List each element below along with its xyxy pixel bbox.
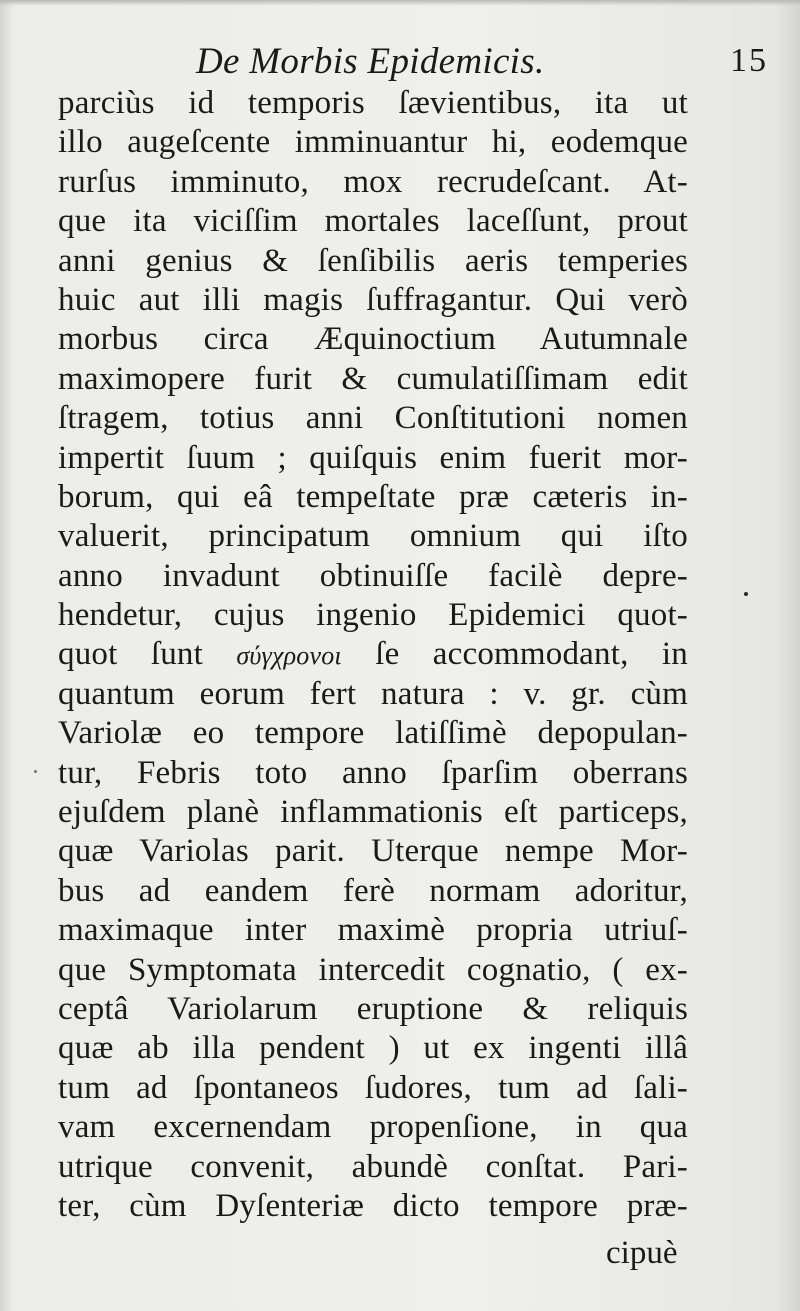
page-top-shadow: [0, 0, 800, 6]
text-line: borum, qui eâ tempeſtate præ cæteris in-: [58, 478, 688, 515]
text-line: que Symptomata intercedit cognatio, ( ex-: [58, 951, 688, 988]
text-line: parciùs id temporis ſævientibus, ita ut: [58, 85, 688, 121]
text-line: hendetur, cujus ingenio Epidemici quot-: [58, 597, 688, 634]
text-line: huic aut illi magis ſuffragantur. Qui verò: [58, 281, 688, 318]
text-line: ſtragem, totius anni Conſtitutioni nomen: [58, 400, 688, 437]
text-line: quantum eorum fert natura : v. gr. cùm: [58, 675, 688, 712]
ink-speck: [34, 770, 37, 773]
text-line: quæ ab illa pendent ) ut ex ingenti illâ: [58, 1030, 688, 1067]
running-title: De Morbis Epidemicis.: [196, 41, 545, 82]
text-line: quæ Variolas parit. Uterque nempe Mor-: [58, 833, 688, 870]
page-number: 15: [730, 42, 768, 79]
text-line: impertit ſuum ; quiſquis enim fuerit mor-: [58, 439, 688, 476]
text-line: maximopere furit & cumulatiſſimam edit: [58, 360, 688, 397]
text-line: valuerit, principatum omnium qui iſto: [58, 518, 688, 555]
text-line: vam excernendam propenſione, in qua: [58, 1109, 688, 1146]
text-line: maximaque inter maximè propria utriuſ-: [58, 912, 688, 949]
text-line: bus ad eandem ferè normam adoritur,: [58, 872, 688, 909]
text-line-with-greek: [58, 635, 688, 674]
ink-speck: [744, 592, 748, 596]
line-tail: ſe accommodant, in: [375, 636, 688, 673]
text-line: utrique convenit, abundè conſtat. Pari-: [58, 1148, 688, 1185]
text-line: ter, cùm Dyſenteriæ dicto tempore præ-: [58, 1187, 688, 1224]
text-line: rurſus imminuto, mox recrudeſcant. At-: [58, 163, 688, 200]
text-line: anni genius & ſenſibilis aeris temperies: [58, 242, 688, 279]
line-head: quot ſunt: [58, 636, 203, 673]
greek-word: σύγχρονοι: [236, 641, 342, 671]
text-line: Variolæ eo tempore latiſſimè depopulan-: [58, 715, 688, 752]
text-block: [58, 84, 688, 1226]
text-line: ejuſdem planè inflammationis eſt particeps,: [58, 794, 688, 831]
catchword: cipuè: [606, 1235, 678, 1271]
text-line: morbus circa Æquinoctium Autumnale: [58, 321, 688, 358]
text-line: tum ad ſpontaneos ſudores, tum ad ſali-: [58, 1069, 688, 1106]
text-line: que ita viciſſim mortales laceſſunt, prout: [58, 203, 688, 240]
text-line: ceptâ Variolarum eruptione & reliquis: [58, 990, 688, 1027]
text-line: anno invadunt obtinuiſſe facilè depre-: [58, 557, 688, 594]
text-line: tur, Febris toto anno ſparſim oberrans: [58, 754, 688, 791]
text-line: illo augeſcente imminuantur hi, eodemque: [58, 124, 688, 161]
